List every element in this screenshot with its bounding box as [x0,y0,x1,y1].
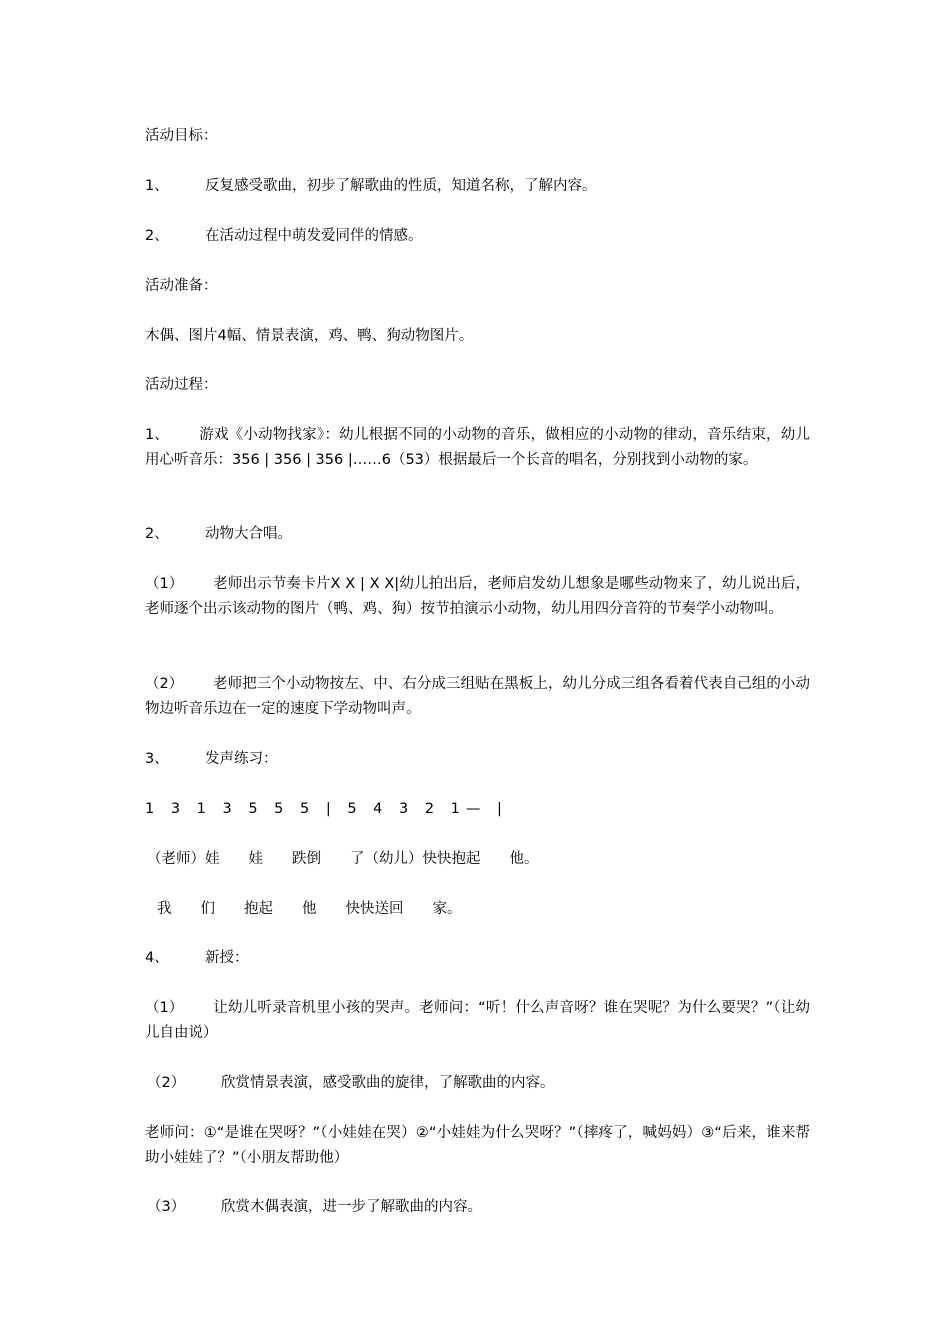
step-text: 游戏《小动物找家》：幼儿根据不同的小动物的音乐，做相应的小动物的律动，音乐结束，幼儿用心听音乐：356 | 356 | 356 |……6（53）根据最后一个长音的唱名，分别找到小动物的家。 [145,427,810,468]
step-number: 3、 [145,751,169,767]
step-text: 欣赏情景表演，感受歌曲的旋律，了解歌曲的内容。 [221,1075,555,1091]
step-text: 老师把三个小动物按左、中、右分成三组贴在黑板上，幼儿分成三组各看着代表自己组的小动物边听音乐边在一定的速度下学动物叫声。 [145,676,810,717]
heading-activity-prep: 活动准备： [145,278,218,294]
goal-item-2 [145,224,810,249]
goal-text: 在活动过程中萌发爱同伴的情感。 [205,228,423,244]
goal-text: 反复感受歌曲，初步了解歌曲的性质，知道名称，了解内容。 [205,178,597,194]
process-step-2 [145,522,810,547]
step-text: 动物大合唱。 [205,526,292,542]
process-step-3 [145,747,810,772]
process-step-4-3 [147,1195,812,1220]
process-step-4-1 [145,996,810,1046]
process-step-4 [145,946,810,971]
process-step-4-2 [147,1071,812,1096]
process-step-1 [145,423,810,473]
process-step-2-2 [145,672,810,722]
step-text: 新授： [205,950,249,966]
goal-number: 2、 [145,228,169,244]
step-number: （1） [145,1000,184,1016]
step-number: 2、 [145,526,169,542]
step-number: 4、 [145,950,169,966]
heading-activity-goals: 活动目标： [145,128,218,144]
goal-number: 1、 [145,178,169,194]
step-number: （1） [145,576,184,592]
step-number: （3） [147,1199,186,1215]
step-number: （2） [145,676,184,692]
step-text: 欣赏木偶表演，进一步了解歌曲的内容。 [221,1199,482,1215]
process-step-2-1 [145,572,810,622]
step-text: 让幼儿听录音机里小孩的哭声。老师问：“听！什么声音呀？谁在哭呢？为什么要哭？”（让幼儿自由说） [145,1000,810,1041]
teacher-questions: 老师问：①“是谁在哭呀？”（小娃娃在哭）②“小娃娃为什么哭呀？”（摔疼了，喊妈妈）③“后来，谁来帮助小娃娃了？”（小朋友帮助他） [145,1125,810,1166]
prep-text: 木偶、图片4幅、情景表演，鸡、鸭、狗动物图片。 [145,328,474,344]
step-number: （2） [147,1075,186,1091]
step-number: 1、 [145,427,169,443]
step-text: 发声练习： [205,751,278,767]
music-notation: 1 3 1 3 5 5 5 | 5 4 3 2 1— | [145,801,508,817]
heading-activity-process: 活动过程： [145,377,218,393]
lyric-line-1: （老师）娃 娃 跌倒 了（幼儿）快快抱起 他。 [147,851,539,867]
step-text: 老师出示节奏卡片X X | X X|幼儿拍出后，老师启发幼儿想象是哪些动物来了，幼儿说出后，老师逐个出示该动物的图片（鸭、鸡、狗）按节拍演示小动物，幼儿用四分音符的节奏学小动物叫。 [145,576,810,617]
goal-item-1 [145,174,810,199]
lyric-line-2: 我 们 抱起 他 快快送回 家。 [157,901,462,917]
